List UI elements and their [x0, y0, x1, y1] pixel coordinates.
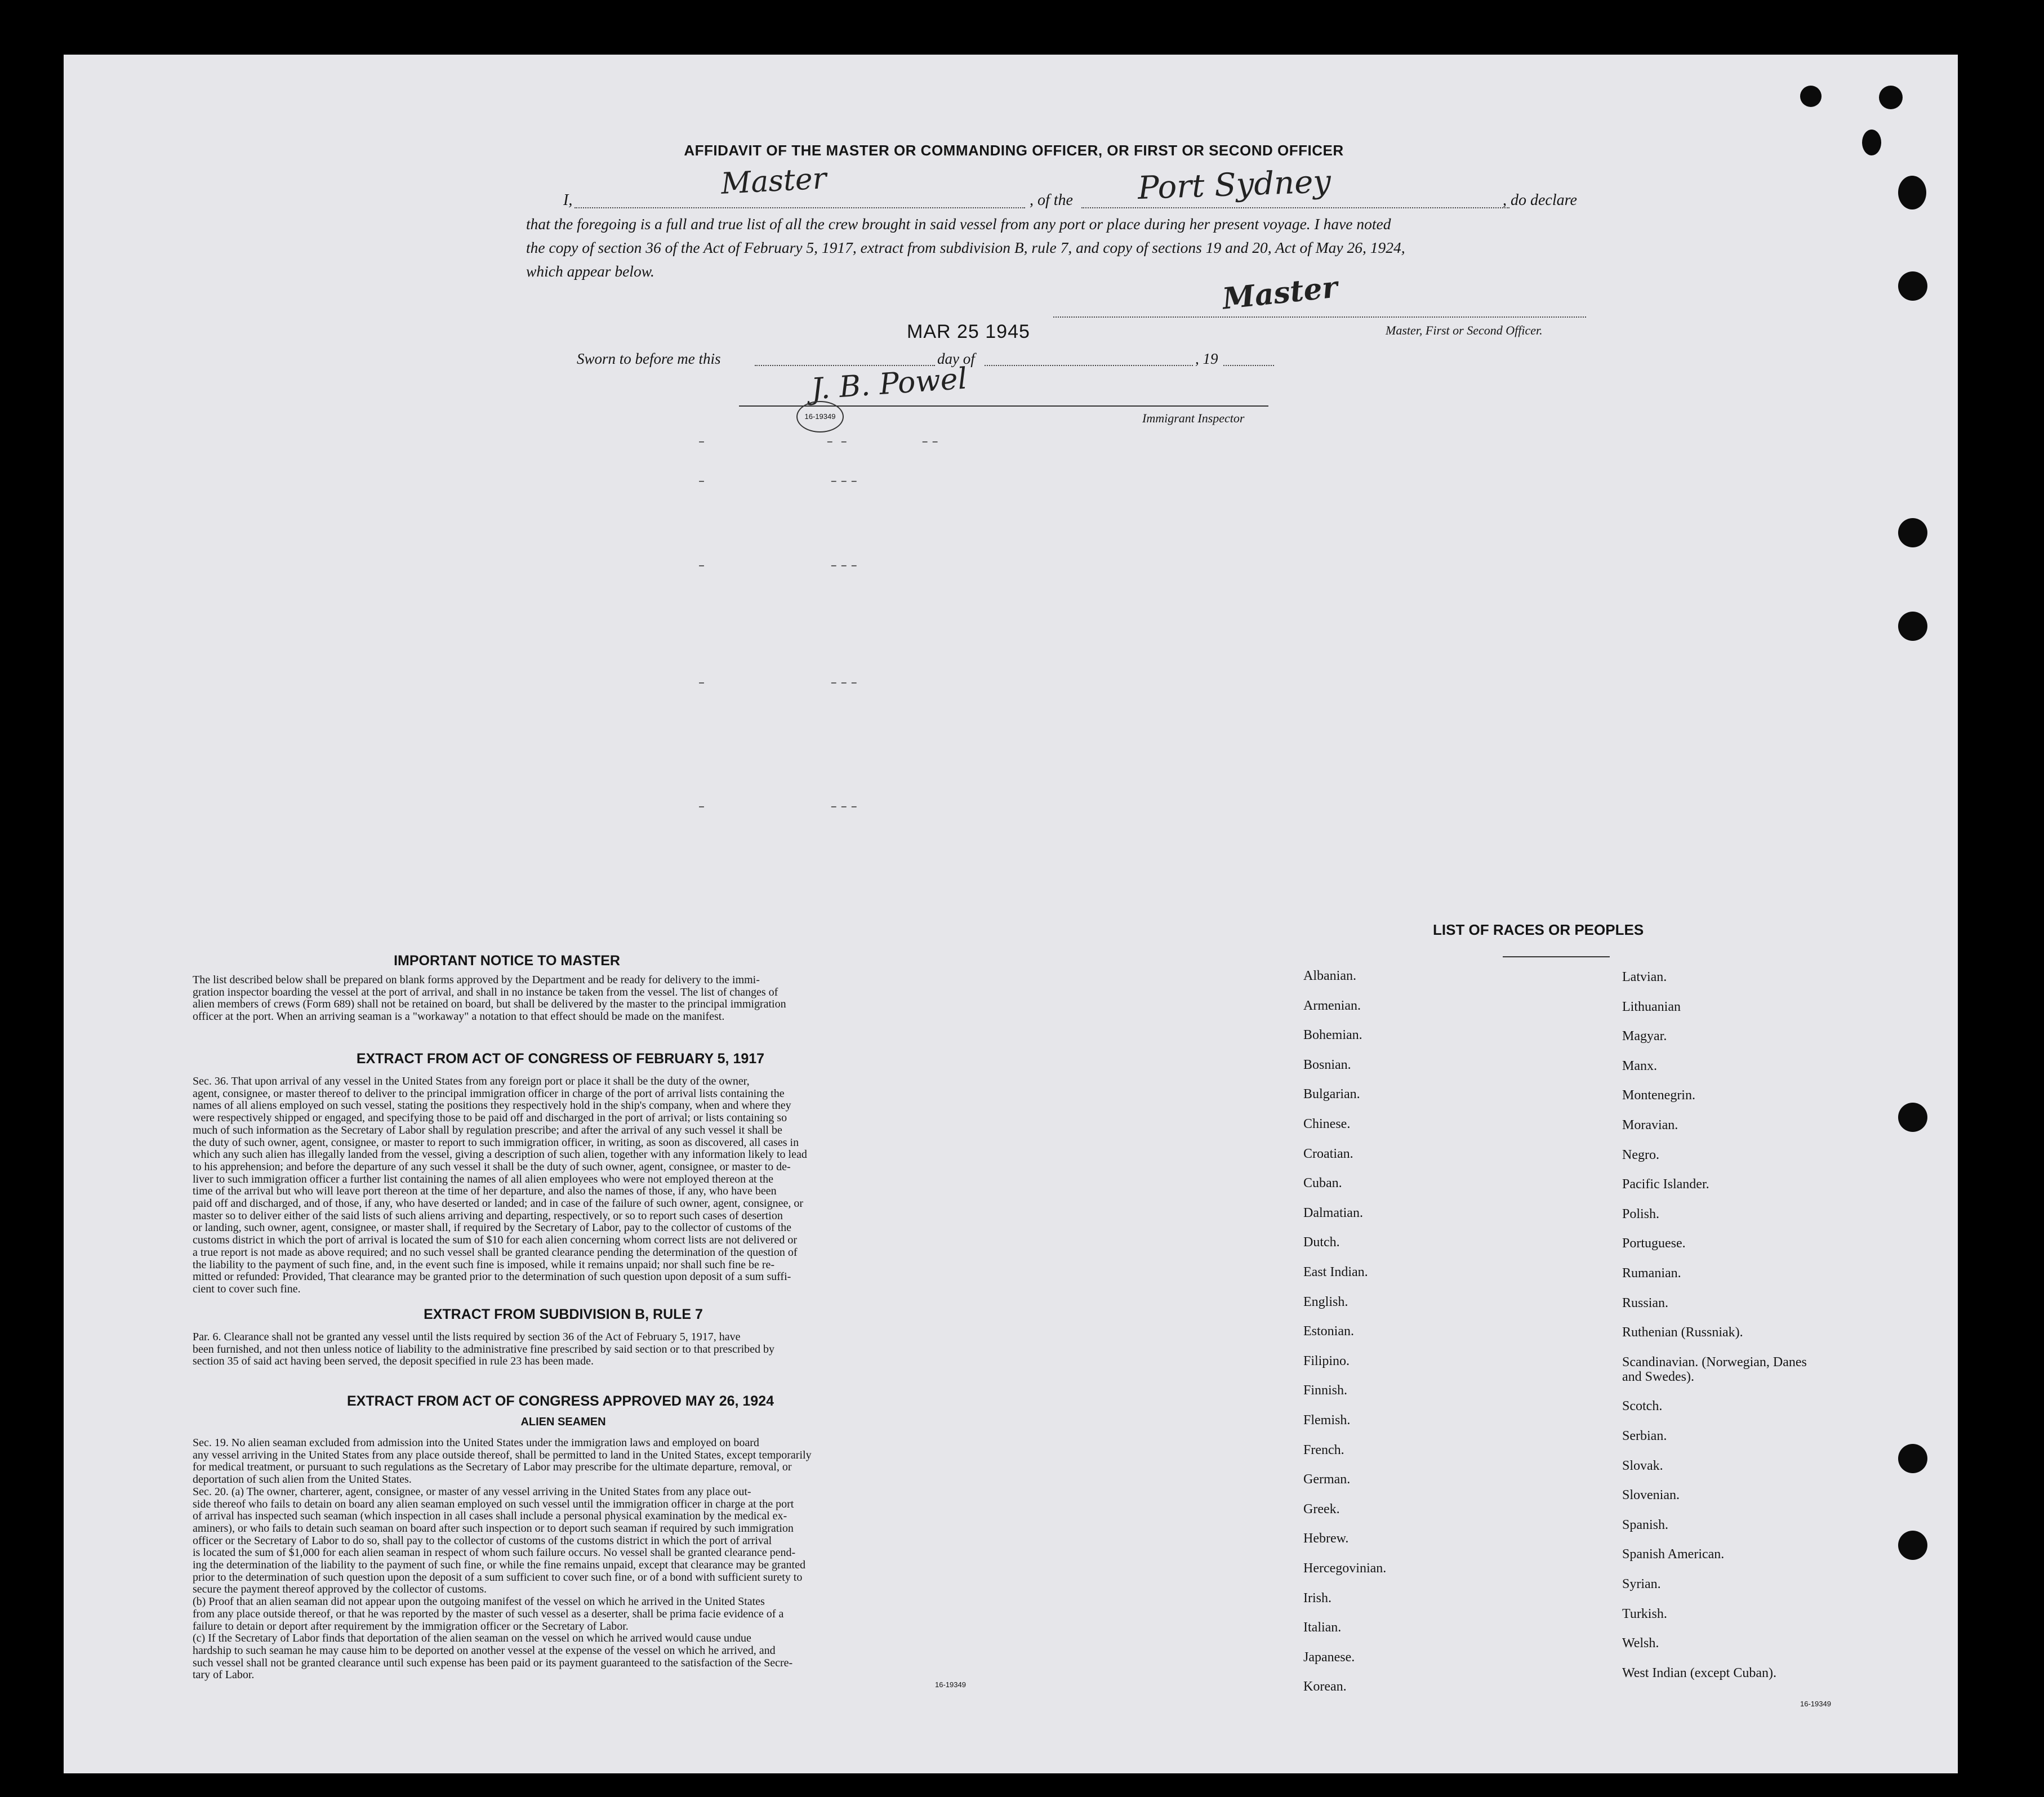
notice-line: The list described below shall be prepared on blank forms approved by the Department and be ready for delivery to the immi-: [193, 974, 760, 986]
extract-1924-line: of arrival has inspected such seaman (which inspection in all cases shall include a personal physical examination by the medical ex-: [193, 1510, 787, 1523]
extract-rule7-line: been furnished, and not then unless notice of liability to the administrative fine prescribed by said section or to that prescribed by: [193, 1343, 775, 1355]
extract-1924-line: tary of Labor.: [193, 1669, 255, 1682]
day-of-blank: [985, 365, 1193, 366]
extract-1917-line: were respectively shipped or engaged, and specifying those to be paid off and discharged in the port of arrival; or lists containing so: [193, 1112, 787, 1125]
binder-hole: [1898, 1444, 1927, 1473]
bleed-through-mark: – – – – –: [698, 435, 938, 449]
extract-1924-title: EXTRACT FROM ACT OF CONGRESS APPROVED MAY 26, 1924: [346, 1393, 774, 1409]
do-declare-label: , do declare: [1503, 191, 1577, 209]
race-item: Moravian.: [1622, 1118, 1678, 1132]
affidavit-body-line1: that the foregoing is a full and true list of all the crew brought in said vessel from any port or place during her present voyage. I have noted: [526, 215, 1391, 233]
extract-1917-line: paid off and discharged, and of those, if any, who have deserted or landed; and in case of the failure of such owner, agent, consignee, or: [193, 1197, 804, 1210]
extract-1917-line: cient to cover such fine.: [193, 1282, 301, 1295]
race-item: Spanish.: [1622, 1517, 1669, 1532]
extract-1917-title: EXTRACT FROM ACT OF CONGRESS OF FEBRUARY 5, 1917: [356, 1051, 765, 1067]
binder-hole: [1898, 176, 1926, 209]
affidavit-lead: I,: [563, 191, 573, 209]
race-item: Manx.: [1622, 1058, 1657, 1073]
extract-1924-subtitle: ALIEN SEAMEN: [520, 1416, 606, 1428]
extract-1917-line: customs district in which the port of arrival is located the sum of $10 for each alien concerning whom correct lists are not delivered or: [193, 1234, 797, 1247]
race-item: West Indian (except Cuban).: [1622, 1665, 1776, 1680]
of-the-label: , of the: [1030, 191, 1073, 209]
extract-1924-line: (c) If the Secretary of Labor finds that deportation of the alien seaman on the vessel on which he arrived would cause undue: [193, 1632, 751, 1645]
race-item: Estonian.: [1303, 1324, 1354, 1339]
extract-1917-line: to his apprehension; and before the departure of any such vessel it shall be the duty of such owner, agent, consignee, or master to de-: [193, 1160, 791, 1173]
race-item: Montenegrin.: [1622, 1088, 1695, 1103]
race-item: Polish.: [1622, 1206, 1660, 1221]
race-item: Croatian.: [1303, 1146, 1353, 1161]
races-title: LIST OF RACES OR PEOPLES: [1433, 921, 1644, 938]
race-item: Magyar.: [1622, 1029, 1667, 1044]
binder-hole: [1879, 86, 1903, 109]
binder-hole: [1898, 271, 1927, 301]
race-item: Slovak.: [1622, 1458, 1663, 1473]
binder-hole: [1898, 1531, 1927, 1560]
race-item: Portuguese.: [1622, 1236, 1686, 1251]
extract-1924-line: hardship to such seaman he may cause him to be deported on another vessel at the expense of the vessel on which he arrived, and: [193, 1644, 776, 1657]
race-item: Pacific Islander.: [1622, 1177, 1709, 1192]
race-item: Flemish.: [1303, 1413, 1351, 1428]
form-number-left: 16-19349: [935, 1680, 966, 1689]
extract-1917-line: which any such alien has illegally landed from the vessel, giving a description of such alien, together with any information likely to lead: [193, 1148, 807, 1161]
race-item: Hebrew.: [1303, 1531, 1349, 1546]
date-stamp: MAR 25 1945: [907, 321, 1030, 342]
extract-1924-line: for medical treatment, or pursuant to such regulations as the Secretary of Labor may prescribe for the ultimate departure, removal, or: [193, 1461, 792, 1474]
signature-caption: Master, First or Second Officer.: [1386, 323, 1543, 337]
race-item: Rumanian.: [1622, 1266, 1681, 1281]
affidavit-body-line2: the copy of section 36 of the Act of February 5, 1917, extract from subdivision B, rule 7, and copy of sections 19 and 20, Act of May 26, 1924,: [526, 239, 1405, 256]
extract-1924-line: deportation of such alien from the United States.: [193, 1473, 412, 1486]
bleed-through-mark: – – – –: [698, 676, 857, 690]
race-item: English.: [1303, 1294, 1348, 1309]
extract-1924-line: any vessel arriving in the United States from any place outside thereof, shall be permitted to land in the United States, except temporarily: [193, 1448, 812, 1461]
binder-hole: [1898, 612, 1927, 641]
race-item: Greek.: [1303, 1501, 1340, 1517]
bleed-through-mark: – – – –: [698, 559, 857, 573]
race-item: Albanian.: [1303, 969, 1356, 983]
binder-hole: [1862, 130, 1881, 155]
extract-1917-line: mitted or refunded: Provided, That clearance may be granted prior to the determination of such question upon deposit of a sum suffi-: [193, 1270, 791, 1283]
race-item: East Indian.: [1303, 1265, 1368, 1279]
race-item: Scandinavian. (Norwegian, Danes and Swedes).: [1622, 1354, 1807, 1384]
master-handwritten: Master: [720, 162, 827, 201]
year-label: , 19: [1195, 350, 1218, 367]
bleed-through-mark: – – – –: [698, 474, 857, 488]
race-item: Cuban.: [1303, 1176, 1342, 1191]
binder-hole: [1800, 86, 1822, 107]
races-title-rule: [1503, 956, 1610, 957]
extract-1917-line: Sec. 36. That upon arrival of any vessel in the United States from any foreign port or place it shall be the duty of the owner,: [193, 1075, 750, 1087]
race-item: Welsh.: [1622, 1636, 1659, 1651]
bleed-through-mark: – – – –: [698, 800, 857, 814]
race-item: Spanish American.: [1622, 1547, 1725, 1562]
race-item: Bulgarian.: [1303, 1087, 1360, 1102]
notice-line: officer at the port. When an arriving seaman is a "workaway" a notation to that effect should be made on the manifest.: [193, 1010, 725, 1023]
sworn-label: Sworn to before me this: [577, 350, 721, 367]
extract-1924-line: officer or the Secretary of Labor to do so, shall pay to the collector of customs of the customs district in which the port of arrival: [193, 1534, 772, 1547]
notice-line: gration inspector boarding the vessel at the port of arrival, and shall in no instance be taken from the vessel. The list of changes of: [193, 986, 778, 998]
form-number-right: 16-19349: [1800, 1700, 1831, 1708]
race-item: Korean.: [1303, 1679, 1347, 1695]
year-blank: [1223, 365, 1274, 366]
extract-1917-line: or landing, such owner, agent, consignee, or master shall, if required by the Secretary of Labor, pay to the collector of customs of the: [193, 1221, 792, 1234]
extract-1917-body: [193, 1076, 987, 1296]
race-item: Filipino.: [1303, 1353, 1350, 1368]
notice-body: [193, 974, 987, 1023]
race-item: Irish.: [1303, 1590, 1332, 1606]
notice-title: IMPORTANT NOTICE TO MASTER: [394, 953, 620, 969]
race-item: Dutch.: [1303, 1235, 1340, 1250]
race-item: Finnish.: [1303, 1383, 1348, 1398]
extract-1924-line: ing the determination of the liability to the payment of such fine, or while the fine remains unpaid, except that clearance may be granted: [193, 1559, 805, 1572]
extract-1924-line: such vessel shall not be granted clearance until such expense has been paid or its payment guaranteed to the satisfaction of the Secre-: [193, 1656, 793, 1669]
inspector-caption: Immigrant Inspector: [1142, 411, 1245, 425]
race-item: Bosnian.: [1303, 1057, 1351, 1072]
extract-1924-line: is located the sum of $1,000 for each alien seaman in respect of whom such failure occurs. No vessel shall be granted clearance pend-: [193, 1546, 796, 1559]
extract-1917-line: time of the arrival but who will leave port thereon at the time of her departure, and also the names of those, if any, who have been: [193, 1185, 777, 1198]
extract-rule7-line: section 35 of said act having been served, the deposit specified in rule 23 has been made.: [193, 1355, 594, 1368]
inspector-stamp: 16-19349: [796, 401, 844, 432]
extract-1917-line: much of such information as the Secretary of Labor shall by regulation prescribe; and after the arrival of any such vessel it shall be: [193, 1123, 782, 1136]
race-item: Dalmatian.: [1303, 1205, 1363, 1220]
extract-1917-line: master so to deliver either of the said lists of such aliens arriving and departing, respectively, or so to report such cases of desertion: [193, 1209, 783, 1222]
extract-1924-line: secure the payment thereof approved by the collector of customs.: [193, 1583, 487, 1596]
notice-line: alien members of crews (Form 689) shall not be retained on board, but shall be delivered by the master to the principal immigration: [193, 998, 786, 1011]
race-item: Hercegovinian.: [1303, 1561, 1387, 1576]
extract-1924-line: failure to detain or deport after requirement by the immigration officer or the Secretary of Labor.: [193, 1620, 629, 1633]
race-item: Syrian.: [1622, 1577, 1661, 1591]
signature-line: [1053, 316, 1586, 318]
race-item: Chinese.: [1303, 1117, 1351, 1131]
extract-1924-line: prior to the determination of such question upon the deposit of a sum sufficient to cover such fine, or of a bond with sufficient surety to: [193, 1571, 803, 1584]
extract-rule7-body: [193, 1331, 987, 1368]
race-item: Japanese.: [1303, 1649, 1355, 1665]
race-item: Armenian.: [1303, 998, 1361, 1013]
binder-hole: [1898, 518, 1927, 547]
extract-rule7-title: EXTRACT FROM SUBDIVISION B, RULE 7: [424, 1306, 703, 1322]
affidavit-title: AFFIDAVIT OF THE MASTER OR COMMANDING OFFICER, OR FIRST OR SECOND OFFICER: [684, 142, 1344, 159]
inspector-handwritten: J. B. Powel: [810, 362, 969, 407]
binder-hole: [1898, 1103, 1927, 1132]
race-item: Latvian.: [1622, 970, 1667, 984]
extract-1924-line: from any place outside thereof, or that he was reported by the master of such vessel as a deserter, shall be prima facie evidence of a: [193, 1607, 784, 1620]
extract-1924-line: Sec. 20. (a) The owner, charterer, agent, consignee, or master of any vessel arriving in the United States from any place out-: [193, 1485, 751, 1498]
race-item: Ruthenian (Russniak).: [1622, 1325, 1743, 1340]
extract-1917-line: the duty of such owner, agent, consignee, or master to report to such immigration officer, in writing, as soon as discovered, all cases in: [193, 1136, 799, 1149]
race-item: German.: [1303, 1472, 1351, 1487]
day-of-label: day of: [937, 350, 975, 367]
extract-rule7-line: Par. 6. Clearance shall not be granted any vessel until the lists required by section 36 of the Act of February 5, 1917, have: [193, 1331, 741, 1343]
extract-1917-line: agent, consignee, or master thereof to deliver to the principal immigration officer in charge of the port of arrival lists containing the: [193, 1087, 785, 1100]
race-item: Scotch.: [1622, 1399, 1663, 1414]
extract-1924-line: side thereof who fails to detain on board any alien seaman employed on such vessel until the immigration officer in charge at the port: [193, 1497, 794, 1510]
extract-1917-line: a true report is not made as above required; and no such vessel shall be granted clearance pending the determination of the question of: [193, 1246, 798, 1259]
race-item: Turkish.: [1622, 1606, 1667, 1621]
race-item: Italian.: [1303, 1620, 1342, 1635]
extract-1917-line: names of all aliens employed on such vessel, stating the positions they respectively hold in the ship's company, when and where they: [193, 1099, 791, 1112]
race-item: Negro.: [1622, 1147, 1659, 1162]
extract-1924-line: Sec. 19. No alien seaman excluded from admission into the United States under the immigration laws and employed on board: [193, 1437, 759, 1449]
race-item: Russian.: [1622, 1295, 1669, 1310]
affidavit-body-line3: which appear below.: [526, 262, 654, 280]
vessel-blank-line: [1081, 207, 1509, 208]
extract-1917-line: the liability to the payment of such fine, and, in the event such fine is imposed, while it remains unpaid; nor shall such fine be re-: [193, 1258, 775, 1271]
extract-1924-body: [193, 1437, 987, 1682]
race-item: Slovenian.: [1622, 1488, 1680, 1503]
extract-1924-line: (b) Proof that an alien seaman did not appear upon the outgoing manifest of the vessel on which he arrived in the United States: [193, 1595, 765, 1608]
race-item: French.: [1303, 1442, 1344, 1457]
race-item: Serbian.: [1622, 1429, 1667, 1443]
extract-1917-line: liver to such immigration officer a further list containing the names of all alien employees who were not employed thereon at the: [193, 1172, 773, 1185]
extract-1924-line: aminers), or who fails to detain such seaman on board after such inspection or to deport such seaman if required by such immigration: [193, 1522, 794, 1535]
master-blank-line: [575, 207, 1025, 208]
vessel-handwritten: Port Sydney: [1137, 163, 1332, 207]
race-item: Lithuanian: [1622, 999, 1681, 1014]
signature-handwritten: Master: [1221, 270, 1339, 316]
race-item: Bohemian.: [1303, 1028, 1362, 1043]
